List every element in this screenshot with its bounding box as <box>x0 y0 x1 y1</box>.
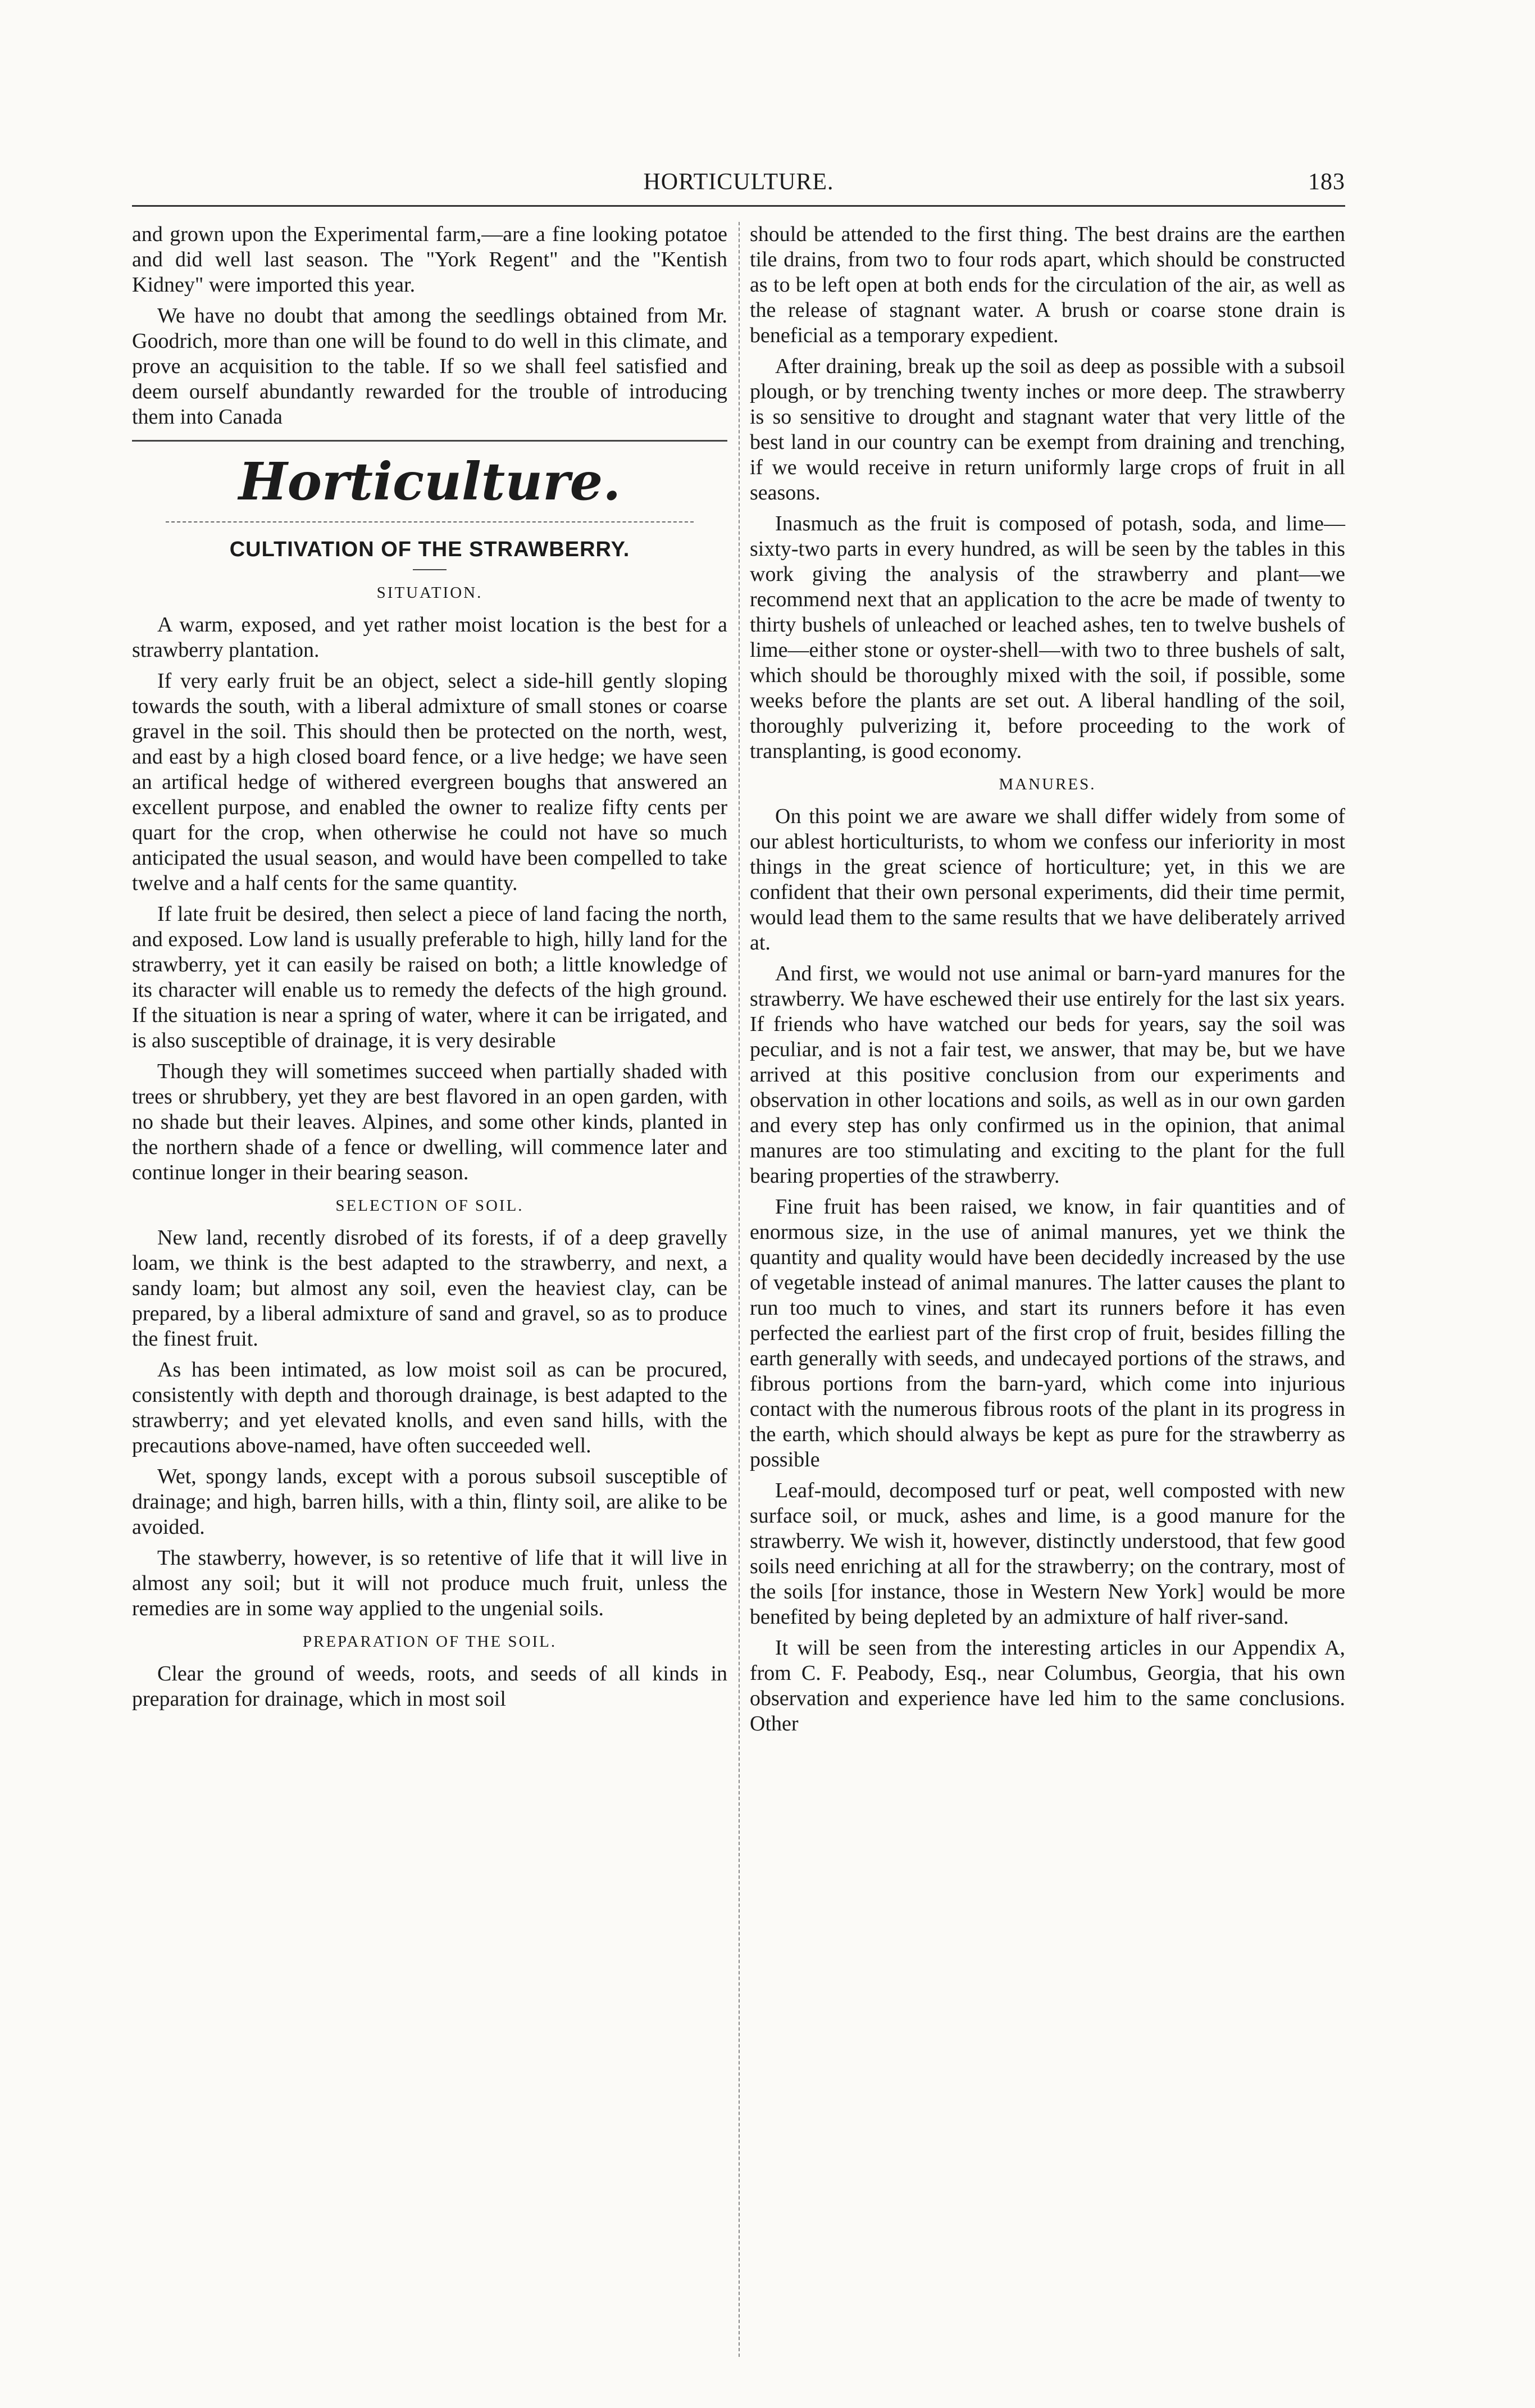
left-column <box>132 222 727 1718</box>
header-rule <box>132 205 1345 207</box>
paragraph: Fine fruit has been raised, we know, in fair quantities and of enormous size, in the use of animal manures, yet we think the quantity and quality would have been decidedly increased by the use of vegetable instead of animal manures. The latter causes the plant to run too much to vines, and start its runners before it has even perfected the earliest part of the first crop of fruit, besides filling the earth generally with seeds, and undecayed portions of the straws, and fibrous portions from the barn-yard, which come into injurious contact with the numerous fibrous roots of the plant in its progress in the earth, which should always be kept as pure for the strawberry as possible <box>750 1195 1345 1471</box>
paragraph: should be attended to the first thing. The best drains are the earthen tile drains, from two to four rods apart, which should be constructed as to be left open at both ends for the circulation of the air, as well as the release of stagnant water. A brush or coarse stone drain is beneficial as a temporary expedient. <box>750 222 1345 347</box>
title-rule <box>413 569 447 570</box>
paragraph: A warm, exposed, and yet rather moist location is the best for a strawberry plantation. <box>132 613 727 662</box>
page-number: 183 <box>1308 169 1345 195</box>
paragraph: And first, we would not use animal or barn-yard manures for the strawberry. We have eschewed their use entirely for the last six years. If friends who have watched our beds for years, say the soil was peculiar, and is not a fair test, we answer, that may be, but we have arrived at this positive conclusion from our experiments and observation in other locations and soils, as well as in our own garden and every step has only confirmed us in the opinion, that animal manures are too stimulating and exciting to the plant for the full bearing properties of the strawberry. <box>750 962 1345 1188</box>
paragraph: The stawberry, however, is so retentive of life that it will live in almost any soil; but it will not produce much fruit, unless the remedies are in some way applied to the ungenial soils. <box>132 1546 727 1620</box>
subheading-situation: SITUATION. <box>376 584 483 602</box>
running-title: HORTICULTURE. <box>643 169 834 195</box>
paragraph: Wet, spongy lands, except with a porous subsoil susceptible of drainage; and high, barren hills, with a thin, flinty soil, are alike to be avoided. <box>132 1465 727 1539</box>
paragraph: Leaf-mould, decomposed turf or peat, well composted with new surface soil, or muck, ashes and lime, is a good manure for the strawberry. We wish it, however, distinctly understood, that few good soils need enriching at all for the strawberry; on the contrary, most of the soils [for instance, those in Western New York] would be more benefited by being depleted by an admixture of half river-sand. <box>750 1479 1345 1629</box>
department-title: Horticulture. <box>238 451 621 512</box>
paragraph: On this point we are aware we shall differ widely from some of our ablest horticulturists, to whom we confess our inferiority in most things in the great science of horticulture; yet, in this we are confident that their own personal experiments, did their time permit, would lead them to the same results that we have deliberately arrived at. <box>750 805 1345 955</box>
right-column <box>750 222 1345 1742</box>
column-divider <box>739 222 740 2357</box>
running-header <box>132 169 1345 202</box>
paragraph: and grown upon the Experimental farm,—are a fine looking potatoe and did well last season. The "York Regent" and the "Kentish Kidney" were imported this year. <box>132 222 727 297</box>
paragraph: If very early fruit be an object, select a side-hill gently sloping towards the south, with a liberal admixture of small stones or coarse gravel in the soil. This should then be protected on the north, west, and east by a high closed board fence, or a live hedge; we have seen an artifical hedge of withered evergreen boughs that answered an excellent purpose, and enabled the owner to realize fifty cents per quart for the crop, when otherwise he could not have so much anticipated the usual season, and would have been compelled to take twelve and a half cents for the same quantity. <box>132 669 727 895</box>
paragraph: Inasmuch as the fruit is composed of potash, soda, and lime—sixty-two parts in every hundred, as will be seen by the tables in this work giving the analysis of the strawberry and plant—we recommend next that an application to the acre be made of twenty to thirty bushels of unleached or leached ashes, ten to twelve bushels of lime—either stone or oyster-shell—with two to three bushels of salt, which should be thoroughly mixed with the soil, if possible, some weeks before the plants are set out. A liberal handling of the soil, thoroughly pulverizing it, before proceeding to the work of transplanting, is good economy. <box>750 512 1345 763</box>
paragraph: New land, recently disrobed of its forests, if of a deep gravelly loam, we think is the best adapted to the strawberry, and next, a sandy loam; but almost any soil, even the heaviest clay, can be prepared, by a liberal admixture of sand and gravel, so as to produce the finest fruit. <box>132 1226 727 1351</box>
paragraph: If late fruit be desired, then select a piece of land facing the north, and exposed. Low land is usually preferable to high, hilly land for the strawberry, yet it can easily be raised on both; a little knowledge of its character will enable us to remedy the defects of the high ground. If the situation is near a spring of water, where it can be irrigated, and is also susceptible of drainage, it is very desirable <box>132 902 727 1052</box>
paragraph: It will be seen from the interesting articles in our Appendix A, from C. F. Peabody, Esq., near Columbus, Georgia, that his own observation and experience have led him to the same conclusions. Other <box>750 1636 1345 1735</box>
section-rule <box>132 440 727 442</box>
paragraph: After draining, break up the soil as deep as possible with a subsoil plough, or by trenching twenty inches or more deep. The strawberry is so sensitive to drought and stagnant water that very little of the best land in our country can be exempt from draining and trenching, if we would receive in return uniformly large crops of fruit in all seasons. <box>750 355 1345 505</box>
paragraph: We have no doubt that among the seedlings obtained from Mr. Goodrich, more than one will be found to do well in this climate, and prove an acquisition to the table. If so we shall feel satisfied and deem ourself abundantly rewarded for the trouble of introducing them into Canada <box>132 304 727 429</box>
subheading-manures: MANURES. <box>999 775 1096 793</box>
paragraph: Clear the ground of weeds, roots, and seeds of all kinds in preparation for drainage, which in most soil <box>132 1662 727 1711</box>
subheading-preparation: PREPARATION OF THE SOIL. <box>302 1633 557 1651</box>
page <box>132 0 1345 2408</box>
paragraph: As has been intimated, as low moist soil as can be procured, consistently with depth and thorough drainage, is best adapted to the strawberry; and yet elevated knolls, and even sand hills, with the precautions above-named, have often succeeded well. <box>132 1358 727 1457</box>
paragraph: Though they will sometimes succeed when partially shaded with trees or shrubbery, yet they are best flavored in an open garden, with no shade but their leaves. Alpines, and some other kinds, planted in the northern shade of a fence or dwelling, will commence later and continue longer in their bearing season. <box>132 1060 727 1184</box>
subheading-soil: SELECTION OF SOIL. <box>335 1197 524 1215</box>
article-title: CULTIVATION OF THE STRAWBERRY. <box>229 538 630 561</box>
ornament-rule <box>166 521 694 523</box>
